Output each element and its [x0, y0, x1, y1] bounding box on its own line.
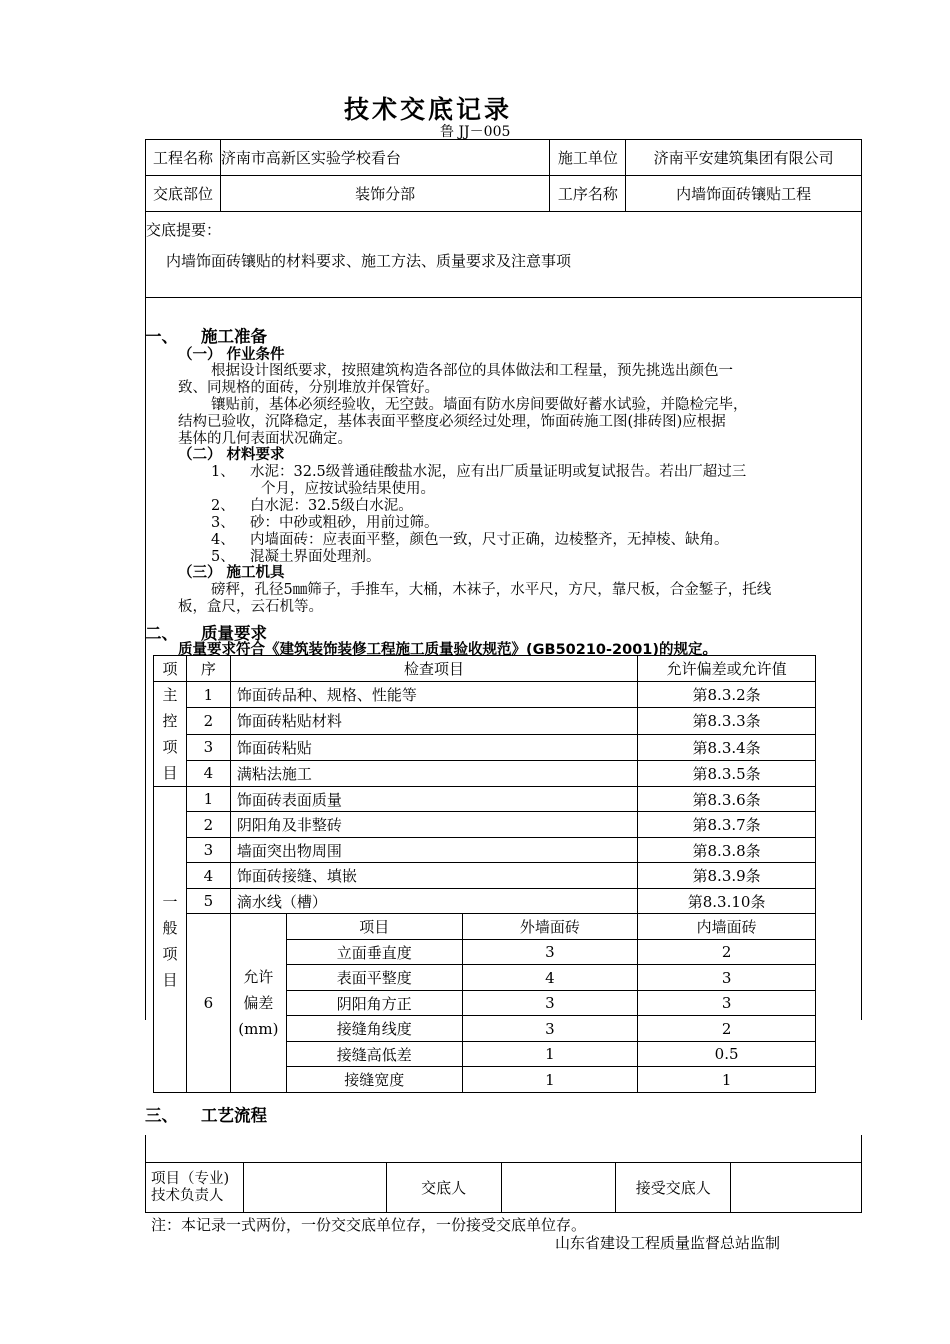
conditions-p1-line2: 致、同规格的面砖，分别堆放并保管好。 [178, 380, 439, 396]
table-row-seq: 2 [186, 708, 230, 734]
section2-heading: 质量要求 [201, 624, 267, 643]
section3-number: 三、 [145, 1106, 178, 1125]
summary-label: 交底提要： [146, 221, 222, 239]
deviation-label: 允许 偏差 (mm) [230, 914, 286, 1093]
header-allow: 允许偏差或允许值 [638, 656, 816, 682]
deviation-row-item: 表面平整度 [286, 965, 462, 991]
discloser-label: 交底人 [386, 1163, 501, 1213]
deviation-row-item: 接缝高低差 [286, 1042, 462, 1067]
deviation-row-inner: 2 [638, 1016, 816, 1042]
deviation-header-item: 项目 [286, 914, 462, 940]
discloser-signature [501, 1163, 616, 1213]
material-5-number: 5、 [211, 549, 235, 565]
summary-text: 内墙饰面砖镶贴的材料要求、施工方法、质量要求及注意事项 [166, 252, 572, 270]
deviation-row-inner: 3 [638, 991, 816, 1016]
table-row-allow: 第8.3.8条 [638, 838, 816, 863]
right-border [861, 298, 862, 1020]
material-1-line1: 水泥：32.5级普通硅酸盐水泥，应有出厂质量证明或复试报告。若出厂超过三 [250, 464, 747, 480]
footer-supervisor: 山东省建设工程质量监督总站监制 [555, 1234, 781, 1252]
table-row-seq: 1 [186, 787, 230, 812]
deviation-row-inner: 0.5 [638, 1042, 816, 1067]
table-row-seq: 3 [186, 734, 230, 760]
table-row-seq: 4 [186, 863, 230, 889]
sub-heading-materials: （二） 材料要求 [178, 447, 285, 463]
table-row-allow: 第8.3.9条 [638, 863, 816, 889]
signature-table [145, 1162, 862, 1213]
table-row-item: 饰面砖表面质量 [230, 787, 637, 812]
tools-line2: 板，盒尺，云石机等。 [178, 599, 323, 615]
tech-leader-signature [243, 1163, 386, 1213]
table-row-item: 饰面砖粘贴材料 [230, 708, 637, 734]
material-2-number: 2、 [211, 498, 235, 514]
flow-left-border [145, 1135, 146, 1163]
table-row-seq: 5 [186, 889, 230, 914]
page-title: 技术交底记录 [343, 95, 512, 124]
deviation-row-outer: 1 [462, 1067, 638, 1093]
quality-table [153, 655, 816, 1093]
receiver-signature [731, 1163, 862, 1213]
deviation-row-item: 接缝宽度 [286, 1067, 462, 1093]
deviation-row-inner: 3 [638, 965, 816, 991]
material-4: 内墙面砖：应表面平整，颜色一致，尺寸正确，边棱整齐，无掉棱、缺角。 [250, 532, 729, 548]
table-row-item: 饰面砖品种、规格、性能等 [230, 682, 637, 708]
process-value: 内墙饰面砖镶贴工程 [626, 176, 862, 212]
deviation-row-item: 立面垂直度 [286, 940, 462, 965]
conditions-p2-line1: 镶贴前，基体必须经验收，无空鼓。墙面有防水房间要做好蓄水试验，并隐检完毕， [211, 397, 748, 413]
material-2: 白水泥：32.5级白水泥。 [250, 498, 413, 514]
quality-intro: 质量要求符合《建筑装饰装修工程施工质量验收规范》(GB50210-2001)的规定。 [178, 642, 718, 658]
table-row-seq: 1 [186, 682, 230, 708]
table-row-item: 饰面砖接缝、填嵌 [230, 863, 637, 889]
tools-line1: 磅秤，孔径5㎜筛子，手推车，大桶，木袜子，水平尺，方尺，靠尺板，合金錾子，托线 [211, 582, 772, 598]
contractor-label: 施工单位 [550, 140, 626, 176]
sub-heading-tools: （三） 施工机具 [178, 565, 285, 581]
material-5: 混凝土界面处理剂。 [250, 549, 381, 565]
table-row-allow: 第8.3.3条 [638, 708, 816, 734]
header-seq: 序 [186, 656, 230, 682]
main-control-label: 主 控 项 目 [154, 682, 187, 787]
table-row-item: 饰面砖粘贴 [230, 734, 637, 760]
deviation-row-inner: 2 [638, 940, 816, 965]
material-1-line2: 个月，应按试验结果使用。 [261, 481, 435, 497]
section1-number: 一、 [145, 327, 178, 346]
material-1-number: 1、 [211, 464, 235, 480]
deviation-header-outer: 外墙面砖 [462, 914, 638, 940]
deviation-row-outer: 3 [462, 991, 638, 1016]
conditions-p2-line3: 基体的几何表面状况确定。 [178, 431, 352, 447]
table-row-seq: 2 [186, 812, 230, 838]
table-row-item: 墙面突出物周围 [230, 838, 637, 863]
project-label: 工程名称 [146, 140, 221, 176]
material-3: 砂：中砂或粗砂，用前过筛。 [250, 515, 439, 531]
table-row-allow: 第8.3.2条 [638, 682, 816, 708]
deviation-row-item: 接缝角线度 [286, 1016, 462, 1042]
table-row-item: 满粘法施工 [230, 760, 637, 786]
form-code: 鲁 JJ－005 [440, 124, 511, 140]
table-row-seq: 4 [186, 760, 230, 786]
deviation-header-inner: 内墙面砖 [638, 914, 816, 940]
table-row-allow: 第8.3.4条 [638, 734, 816, 760]
general-item-label: 一 般 项 目 [154, 787, 187, 1093]
deviation-row-inner: 1 [638, 1067, 816, 1093]
deviation-row-outer: 3 [462, 940, 638, 965]
material-4-number: 4、 [211, 532, 235, 548]
part-value: 装饰分部 [220, 176, 550, 212]
table-row-seq: 3 [186, 838, 230, 863]
header-check: 检查项目 [230, 656, 637, 682]
sub-heading-conditions: （一） 作业条件 [178, 347, 285, 363]
deviation-row-outer: 4 [462, 965, 638, 991]
table-row-allow: 第8.3.6条 [638, 787, 816, 812]
process-label: 工序名称 [550, 176, 626, 212]
part-label: 交底部位 [146, 176, 221, 212]
tech-leader-label: 项目（专业) 技术负责人 [146, 1163, 244, 1213]
section1-heading: 施工准备 [201, 327, 267, 346]
section3-heading: 工艺流程 [201, 1106, 267, 1125]
header-item: 项 [154, 656, 187, 682]
conditions-p2-line2: 结构已验收，沉降稳定，基体表面平整度必须经过处理，饰面砖施工图(排砖图)应根据 [178, 414, 726, 430]
table-row-allow: 第8.3.10条 [638, 889, 816, 914]
deviation-row-item: 阴阳角方正 [286, 991, 462, 1016]
receiver-label: 接受交底人 [616, 1163, 731, 1213]
summary-cell [146, 212, 862, 298]
table-row-item: 阴阳角及非整砖 [230, 812, 637, 838]
deviation-row-outer: 3 [462, 1016, 638, 1042]
info-table [145, 139, 862, 298]
left-border [145, 298, 146, 1020]
table-row-item: 滴水线（槽） [230, 889, 637, 914]
material-3-number: 3、 [211, 515, 235, 531]
flow-right-border [861, 1135, 862, 1163]
conditions-p1-line1: 根据设计图纸要求，按照建筑构造各部位的具体做法和工程量，预先挑选出颜色一 [211, 363, 733, 379]
table-row-allow: 第8.3.7条 [638, 812, 816, 838]
footer-note: 注：本记录一式两份，一份交交底单位存，一份接受交底单位存。 [151, 1216, 587, 1234]
section2-number: 二、 [145, 624, 178, 643]
deviation-seq: 6 [186, 914, 230, 1093]
deviation-row-outer: 1 [462, 1042, 638, 1067]
contractor-value: 济南平安建筑集团有限公司 [626, 140, 862, 176]
table-row-allow: 第8.3.5条 [638, 760, 816, 786]
project-value: 济南市高新区实验学校看台 [220, 140, 550, 176]
